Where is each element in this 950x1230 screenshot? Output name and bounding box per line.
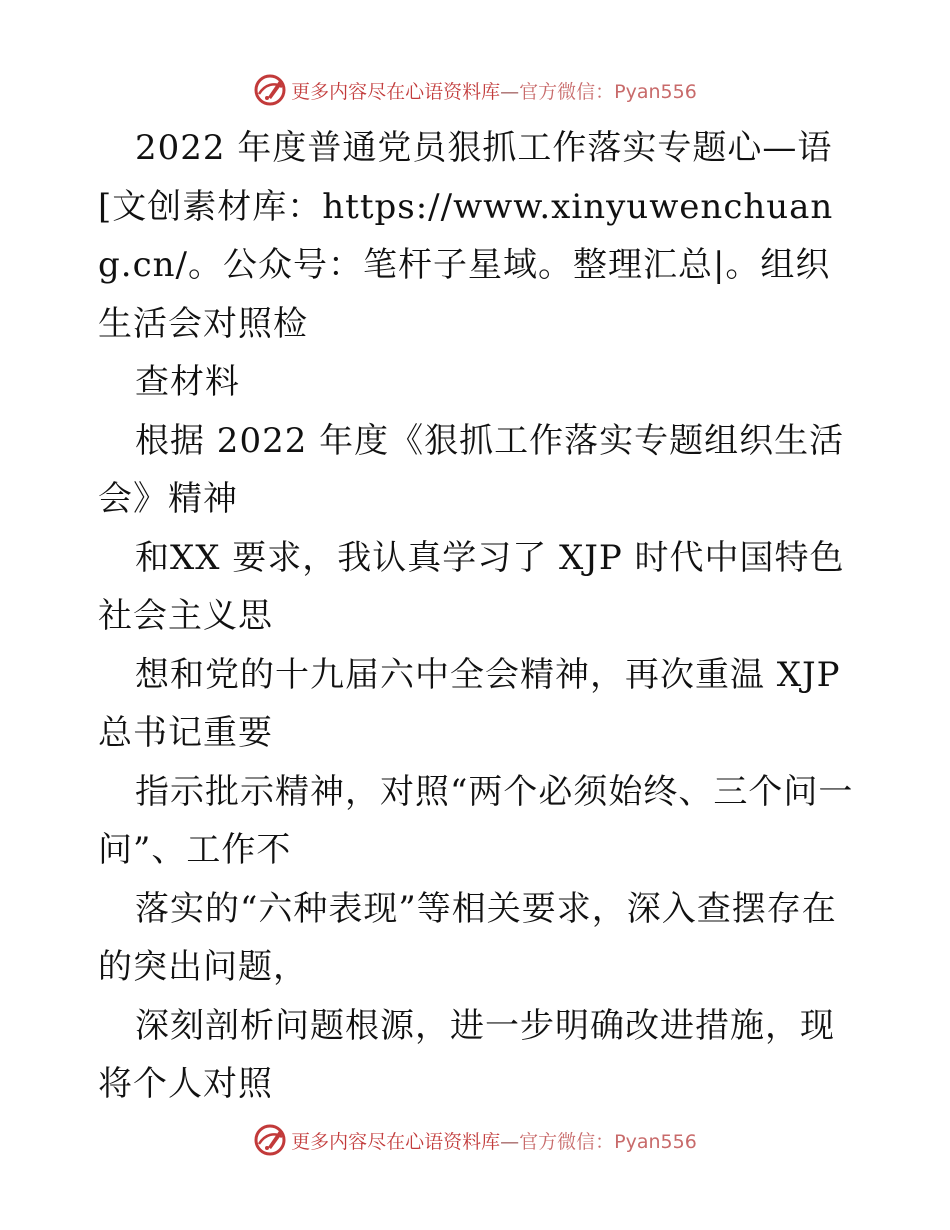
watermark-text (291, 77, 697, 104)
watermark-main-text: 更多内容尽在心语资料库 (291, 1130, 501, 1153)
footer-watermark-banner (0, 1120, 950, 1160)
paragraph-2: 查材料 (135, 362, 240, 402)
paragraph-8: 深刻剖析问题根源，进一步明确改进措施，现将个人对照 (98, 1005, 835, 1104)
paragraph-3: 根据 2022 年度《狠抓工作落实专题组织生活会》精神 (98, 420, 845, 519)
watermark-main-text: 更多内容尽在心语资料库 (291, 80, 501, 103)
paragraph-5: 想和党的十九届六中全会精神，再次重温 XJP 总书记重要 (98, 654, 853, 753)
paragraph-7: 落实的“六种表现”等相关要求，深入查摆存在的突出问题， (98, 888, 837, 987)
document-body (98, 119, 858, 1114)
watermark-separator: — (500, 80, 520, 103)
pen-logo-icon (253, 73, 287, 107)
paragraph-4: 和XX 要求，我认真学习了 XJP 时代中国特色社会主义思 (98, 537, 845, 636)
pen-logo-icon (253, 1123, 287, 1157)
watermark-wechat-text: 官方微信：Pyan556 (519, 80, 697, 103)
paragraph-1: 2022 年度普通党员狠抓工作落实专题心—语[文创素材库：https://www.xinyuwenchuang.cn/。公众号：笔杆子星域。整理汇总|。组织生活会对照检 (98, 128, 834, 344)
watermark-separator: — (500, 1130, 520, 1153)
header-watermark-banner (0, 70, 950, 110)
watermark-wechat-text: 官方微信：Pyan556 (519, 1130, 697, 1153)
paragraph-6: 指示批示精神，对照“两个必须始终、三个问一问”、工作不 (98, 771, 854, 870)
watermark-text (291, 1127, 697, 1154)
